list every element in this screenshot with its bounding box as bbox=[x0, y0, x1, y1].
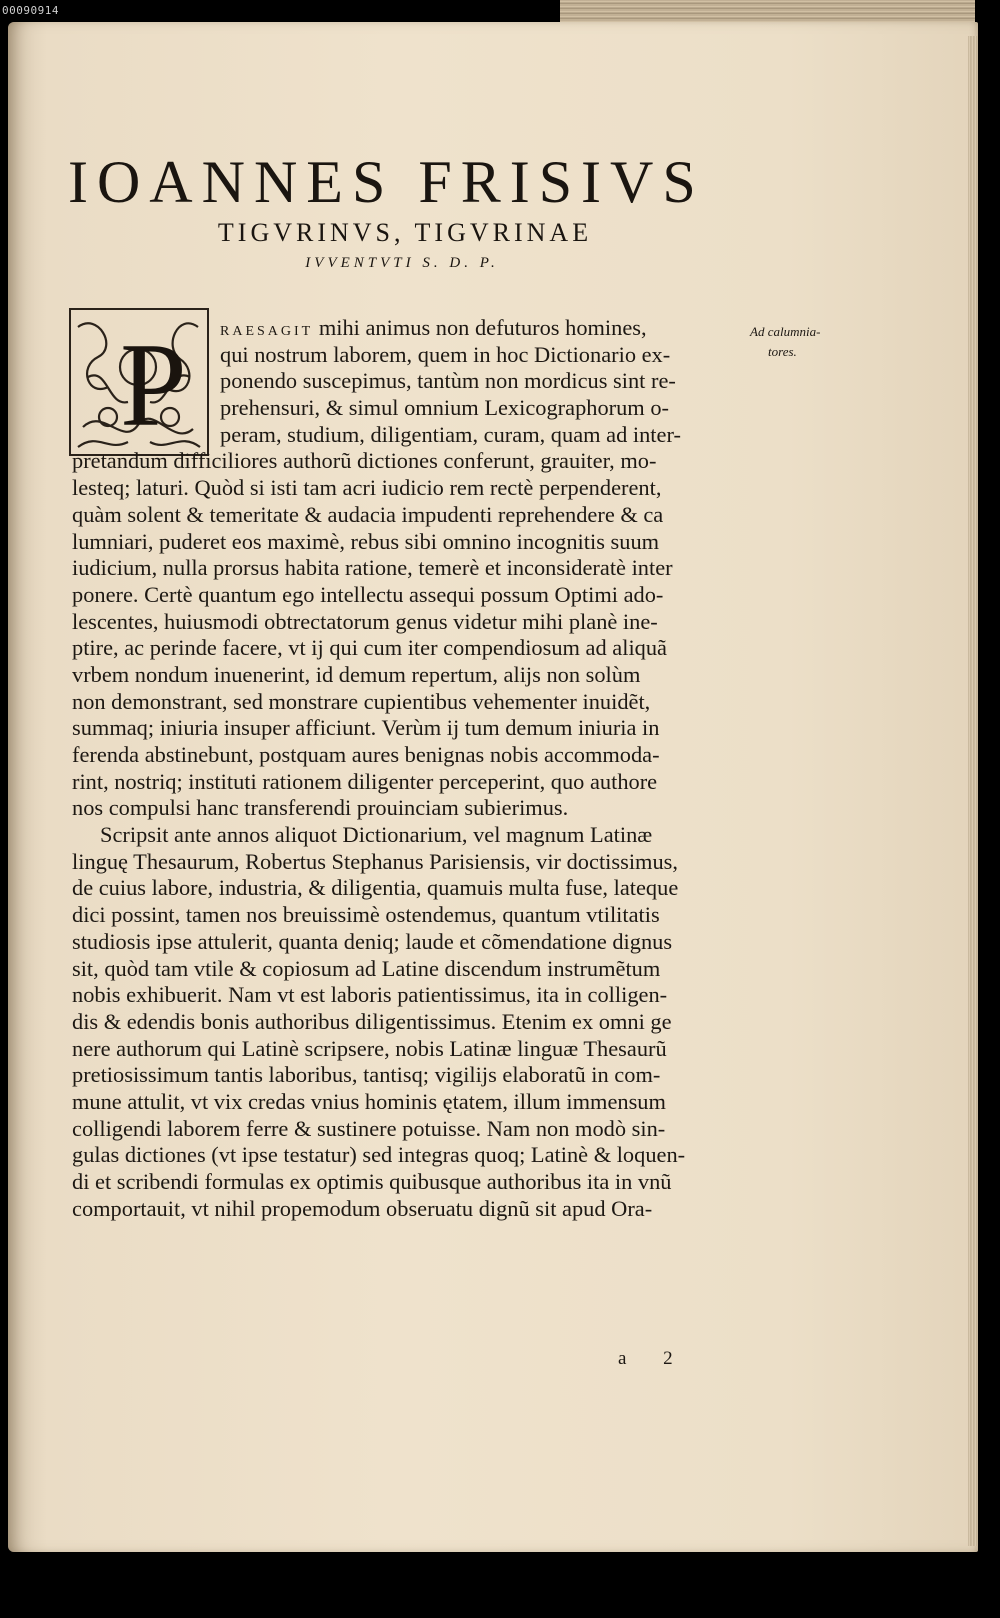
text-line: pretiosissimum tantis laboribus, tantisq; vigilijs elaboratũ in com- bbox=[72, 1062, 661, 1088]
book-right-edge bbox=[968, 36, 978, 1546]
text-line: nos compulsi hanc transferendi prouinciam subierimus. bbox=[72, 795, 569, 821]
text-line: ponendo suscepimus, tantùm non mordicus sint re- bbox=[220, 368, 676, 394]
text-line: prehensuri, & simul omnium Lexicographorum o- bbox=[220, 395, 669, 421]
text-line: ferenda abstinebunt, postquam aures benignas nobis accommoda- bbox=[72, 742, 660, 767]
text-line: de cuius labore, industria, & diligentia, quamuis multa fuse, lateque bbox=[72, 875, 679, 901]
text-line: comportauit, vt nihil propemodum obseruatu dignũ sit apud Ora- bbox=[72, 1195, 653, 1221]
initial-letter: P bbox=[120, 318, 187, 451]
text-line: lesteq; laturi. Quòd si isti tam acri iudicio rem rectè perpenderent, bbox=[72, 475, 662, 501]
text-line: nere authorum qui Latinè scripsere, nobis Latinæ linguæ Thesaurũ bbox=[72, 1035, 667, 1061]
margin-note bbox=[750, 322, 840, 362]
text-line: iudicium, nulla prorsus habita ratione, temerè et inconsideratè inter bbox=[72, 555, 673, 581]
text-line: linguę Thesaurum, Robertus Stephanus Parisiensis, vir doctissimus, bbox=[72, 848, 678, 874]
margin-note-line: Ad calumnia- bbox=[750, 324, 821, 339]
text-line: pretandum difficiliores authorũ dictiones conferunt, grauiter, mo- bbox=[72, 448, 657, 474]
text-line: qui nostrum laborem, quem in hoc Dictionario ex- bbox=[220, 341, 671, 367]
text-line: dis & edendis bonis authoribus diligentissimus. Etenim ex omni ge bbox=[72, 1008, 672, 1034]
body-text bbox=[72, 315, 752, 1222]
text-line: lumniari, puderet eos maximè, rebus sibi omnino incognitis suum bbox=[72, 528, 660, 554]
text-line: peram, studium, diligentiam, curam, quam ad inter- bbox=[220, 421, 681, 447]
page-subtitle: TIGVRINVS, TIGVRINAE bbox=[217, 218, 593, 247]
text-line: quàm solent & temeritate & audacia impudenti reprehendere & ca bbox=[72, 501, 664, 527]
scan-id-label: 00090914 bbox=[2, 4, 59, 17]
text-line: ptire, ac perinde facere, vt ij qui cum iter compendiosum ad aliquã bbox=[72, 635, 667, 661]
page-dedication: IVVENTVTI S. D. P. bbox=[305, 255, 499, 271]
text-line: summaq; iniuria insuper afficiunt. Verùm ij tum demum iniuria in bbox=[72, 715, 660, 741]
text-line: nobis exhibuerit. Nam vt est laboris patientissimus, ita in colligen- bbox=[72, 982, 668, 1008]
text-line: ponere. Certè quantum ego intellectu assequi possum Optimi ado- bbox=[72, 581, 664, 607]
text-line: gulas dictiones (vt ipse testatur) sed integras quoq; Latinè & loquen- bbox=[72, 1142, 686, 1168]
text-line: di et scribendi formulas ex optimis quibusque authoribus ita in vnũ bbox=[72, 1169, 672, 1194]
text-line: colligendi laborem ferre & sustinere potuisse. Nam non modò sin- bbox=[72, 1115, 666, 1141]
first-word: RAESAGIT bbox=[220, 324, 314, 339]
text-line: lescentes, huiusmodi obtrectatorum genus videtur mihi planè ine- bbox=[72, 608, 658, 634]
text-line: rint, nostriq; instituti rationem diligenter perceperint, quo authore bbox=[72, 768, 658, 794]
text-line: Scripsit ante annos aliquot Dictionarium, vel magnum Latinæ bbox=[100, 822, 653, 848]
text-line: studiosis ipse attulerit, quanta deniq; laude et cõmendatione dignus bbox=[72, 928, 673, 954]
text-line: RAESAGIT mihi animus non defuturos homines, bbox=[220, 315, 647, 340]
text-line: mune attulit, vt vix credas vnius hominis ętatem, illum immensum bbox=[72, 1088, 666, 1114]
page-title: IOANNES FRISIVS bbox=[68, 149, 705, 215]
margin-note-line: tores. bbox=[768, 344, 797, 359]
signature-mark: a 2 bbox=[618, 1348, 689, 1369]
text-line: sit, quòd tam vtile & copiosum ad Latine discendum instrumẽtum bbox=[72, 955, 661, 981]
text-line: dici possint, tamen nos breuissimè ostendemus, quantum vtilitatis bbox=[72, 902, 660, 928]
text-line: vrbem nondum inuenerint, id demum repertum, alijs non solùm bbox=[72, 661, 641, 687]
text-line: non demonstrant, sed monstrare cupientibus vehementer inuidẽt, bbox=[72, 688, 651, 714]
